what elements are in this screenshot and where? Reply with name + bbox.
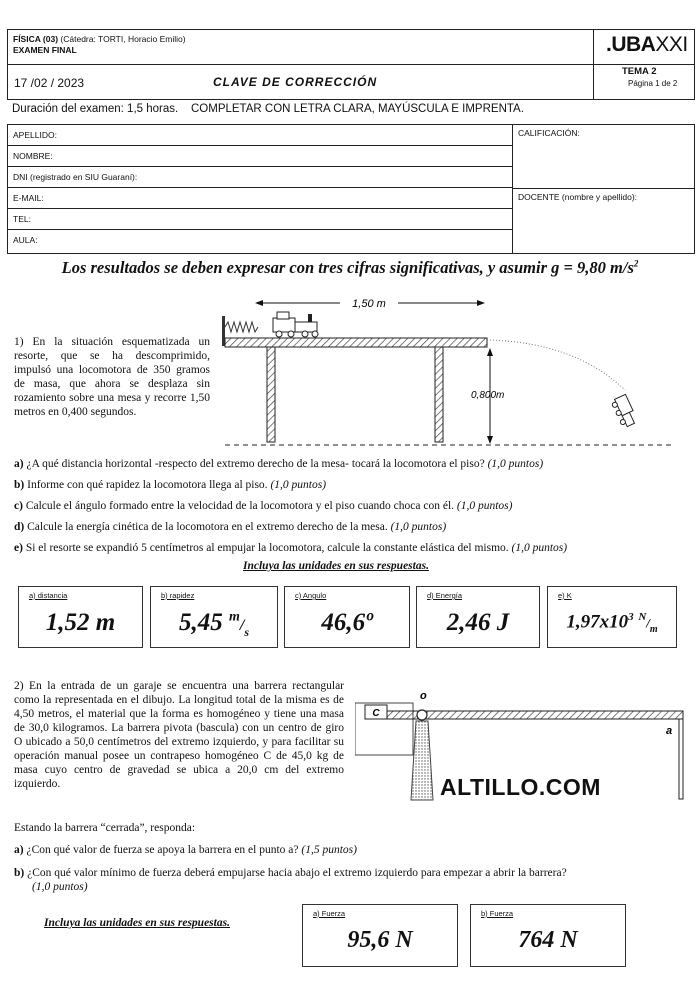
form-divider	[512, 125, 513, 253]
table-top	[225, 338, 487, 347]
answer-box-force-b	[470, 904, 626, 967]
answer-label: a) Fuerza	[313, 909, 346, 918]
pivot-icon	[417, 710, 427, 720]
watermark: ALTILLO.COM	[440, 774, 601, 800]
support-label: a	[666, 725, 673, 737]
answer-box-force-a	[302, 904, 458, 967]
p1-question-a: a) ¿A qué distancia horizontal -respecto del extremo derecho de la mesa- tocará la locomotora el piso? (1,0 puntos)	[14, 458, 544, 470]
pivot-label: o	[420, 690, 427, 702]
answer-label: d) Energía	[427, 591, 463, 600]
field-apellido[interactable]: APELLIDO:	[8, 125, 512, 146]
subject-info	[13, 34, 186, 56]
page-number: Página 1 de 2	[628, 79, 678, 88]
answer-value: 764 N	[518, 927, 578, 953]
header-divider	[593, 30, 594, 100]
length-label: 1,50 m	[352, 298, 386, 310]
answer-box-energy	[416, 586, 540, 648]
tema-label: TEMA 2	[622, 66, 657, 77]
p1-question-b: b) Informe con qué rapidez la locomotora llega al piso. (1,0 puntos)	[14, 479, 327, 491]
field-email[interactable]: E-MAIL:	[8, 188, 512, 209]
trajectory	[487, 340, 625, 390]
counterweight-label: C	[372, 708, 380, 719]
problem-2-statement: 2) En la entrada de un garaje se encuentra una barrera rectangular como la representada en el dibujo. La longitud total de la misma es de 4,50 metros, el material que la forma es homogéneo y tiene una masa de 30,0 kilogramos. La barrera pivota (bascula) con un centro de giro O ubicado a 50,0 centímetros del extremo izquierdo, y para facilitar su operación manual posee un contrapeso homogéneo C de 45,0 kg de masa cuyo centro de gravedad se ubica a 20,0 cm del extremo izquierdo.	[14, 680, 344, 790]
answer-box-speed	[150, 586, 278, 648]
exam-header	[7, 29, 695, 100]
p1-question-c: c) Calcule el ángulo formado entre la velocidad de la locomotora y el piso cuando choca con él. (1,0 puntos)	[14, 500, 513, 512]
p1-question-e: e) Si el resorte se expandió 5 centímetros al empujar la locomotora, calcule la constante elástica del mismo. (1,0 puntos)	[14, 542, 568, 554]
uba-logo: .UBAXXI	[606, 33, 688, 56]
answer-label: c) Angulo	[295, 591, 327, 600]
pivot-post	[411, 721, 433, 800]
instructions-headline: Los resultados se deben expresar con tres cifras significativas, y asumir g = 9,80 $m/s^2$	[61, 258, 639, 277]
exam-date: 17 /02 / 2023	[14, 76, 85, 90]
spring-icon	[225, 322, 258, 332]
document-title: CLAVE DE CORRECCIÓN	[213, 75, 378, 89]
locomotive-icon	[273, 312, 318, 337]
duration-line: Duración del examen: 1,5 horas. COMPLETAR CON LETRA CLARA, MAYÚSCULA E IMPRENTA.	[12, 103, 524, 115]
answer-box-distance	[18, 586, 143, 648]
barrier-beam	[387, 711, 683, 719]
answer-value: $1,97x10^3$ $^N/_m$	[566, 611, 658, 636]
answer-value: 2,46 J	[446, 609, 510, 636]
header-top-row	[8, 30, 694, 65]
answer-value: 46,6º	[321, 609, 373, 636]
header-bottom-row	[8, 64, 694, 100]
student-form	[7, 124, 695, 254]
subject-chair: (Cátedra: TORTI, Horacio Emilio)	[60, 34, 186, 44]
answer-value: 1,52 m	[45, 609, 116, 636]
falling-locomotive-icon	[610, 394, 638, 428]
field-calificacion[interactable]: CALIFICACIÓN:	[518, 128, 580, 138]
p2-question-a: a) ¿Con qué valor de fuerza se apoya la barrera en el punto a? (1,5 puntos)	[14, 844, 357, 856]
answer-label: e) K	[558, 591, 572, 600]
p2-question-b: b) ¿Con qué valor mínimo de fuerza deberá empujarse hacia abajo el extremo izquierdo para empezar a abrir la barrera? (1,0 puntos)	[14, 867, 567, 893]
problem-1-statement: 1) En la situación esquematizada un resorte, que se ha descomprimido, impulsó una locomotora de 350 gramos de masa, que ahora se desplaza sin rozamiento sobre una mesa y recorre 1,50 metros en 0,400 segundos.	[14, 336, 210, 418]
answer-value: 5,45 $^m/_s$	[178, 609, 249, 639]
support-post	[679, 719, 683, 799]
p2-lead: Estando la barrera “cerrada”, responda:	[14, 822, 196, 834]
field-nombre[interactable]: NOMBRE:	[8, 146, 512, 167]
p2-units-note: Incluya las unidades en sus respuestas.	[44, 917, 230, 929]
answer-box-angle	[284, 586, 410, 648]
field-tel[interactable]: TEL:	[8, 209, 512, 230]
subject-name: FÍSICA (03)	[13, 34, 59, 44]
answer-value: 95,6 N	[347, 927, 413, 953]
problem-1-figure	[215, 290, 685, 455]
answer-label: b) Fuerza	[481, 909, 514, 918]
answer-label: a) distancia	[29, 591, 68, 600]
table-leg-left	[267, 347, 275, 442]
form-right-divider	[512, 188, 694, 189]
answer-label: b) rapidez	[161, 591, 195, 600]
p1-question-d: d) Calcule la energía cinética de la locomotora en el extremo derecho de la mesa. (1,0 puntos)	[14, 521, 447, 533]
field-dni[interactable]: DNI (registrado en SIU Guaraní):	[8, 167, 512, 188]
answer-box-k	[547, 586, 677, 648]
table-leg-right	[435, 347, 443, 442]
field-docente[interactable]: DOCENTE (nombre y apellido):	[518, 192, 638, 202]
exam-type: EXAMEN FINAL	[13, 45, 77, 55]
field-aula[interactable]: AULA:	[13, 235, 38, 245]
p1-units-note: Incluya las unidades en sus respuestas.	[243, 560, 429, 572]
height-label: 0,800m	[471, 390, 505, 401]
